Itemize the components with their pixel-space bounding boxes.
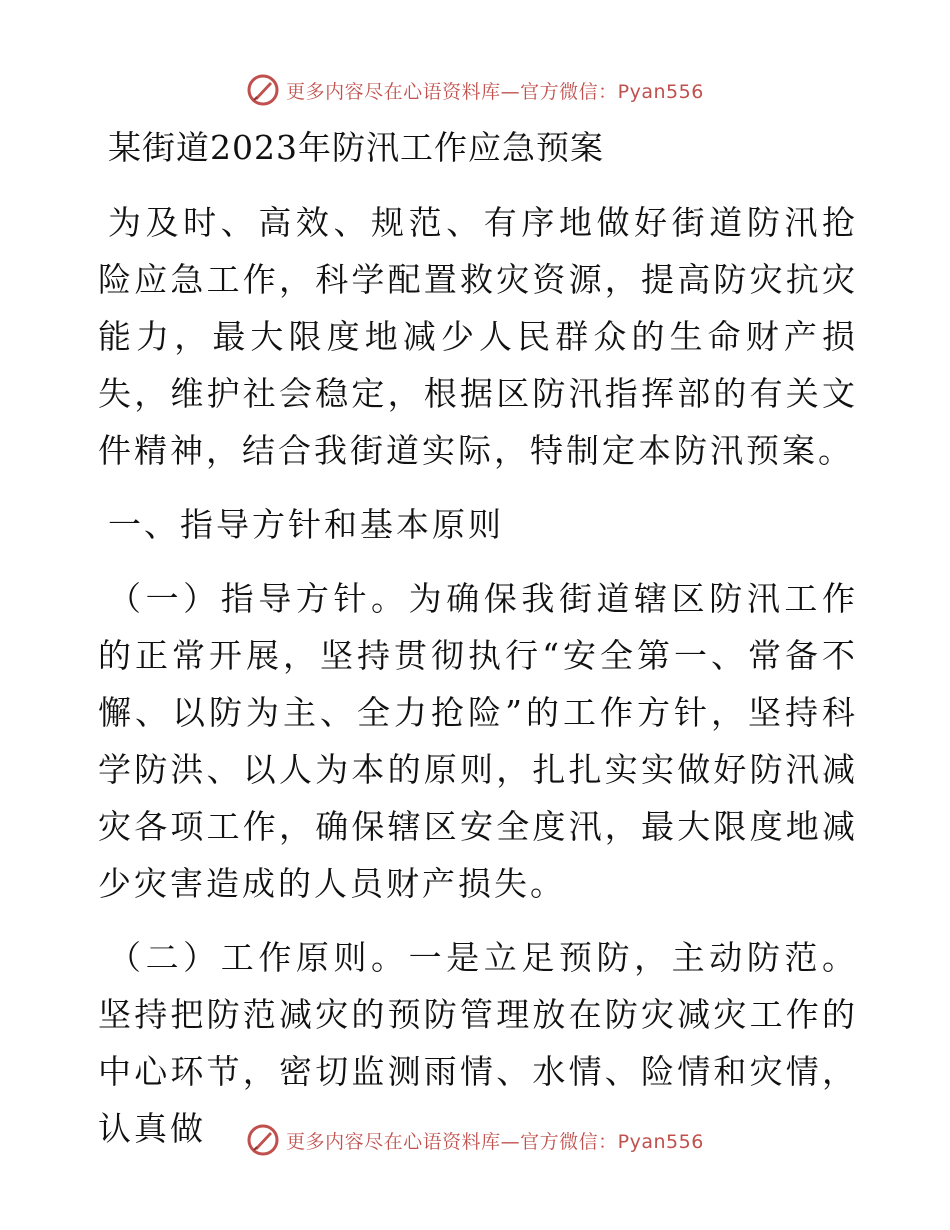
intro-paragraph: 为及时、高效、规范、有序地做好街道防汛抢险应急工作，科学配置救灾资源，提高防灾抗灾能力，最大限度地减少人民群众的生命财产损失，维护社会稳定，根据区防汛指挥部的有关文件精神，结合我街道实际，特制定本防汛预案。 [98, 203, 858, 470]
footer-watermark [0, 1120, 950, 1160]
watermark-text: 更多内容尽在心语资料库—官方微信：Pyan556 [286, 1130, 704, 1153]
guiding-policy-paragraph: （一）指导方针。为确保我街道辖区防汛工作的正常开展，坚持贯彻执行“安全第一、常备不懈、以防为主、全力抢险”的工作方针，坚持科学防洪、以人为本的原则，扎扎实实做好防汛减灾各项工作，确保辖区安全度汛，最大限度地减少灾害造成的人员财产损失。 [98, 579, 858, 903]
section-heading: 一、指导方针和基本原则 [108, 505, 504, 544]
watermark-text: 更多内容尽在心语资料库—官方微信：Pyan556 [286, 80, 704, 103]
working-principles-paragraph: （二）工作原则。一是立足预防，主动防范。坚持把防范减灾的预防管理放在防灾减灾工作的中心环节，密切监测雨情、水情、险情和灾情，认真做 [98, 938, 858, 1148]
document-body [98, 122, 858, 1174]
quill-logo-icon [246, 1123, 280, 1157]
header-watermark [0, 70, 950, 110]
quill-logo-icon [246, 73, 280, 107]
document-title: 某街道2023年防汛工作应急预案 [108, 128, 604, 167]
